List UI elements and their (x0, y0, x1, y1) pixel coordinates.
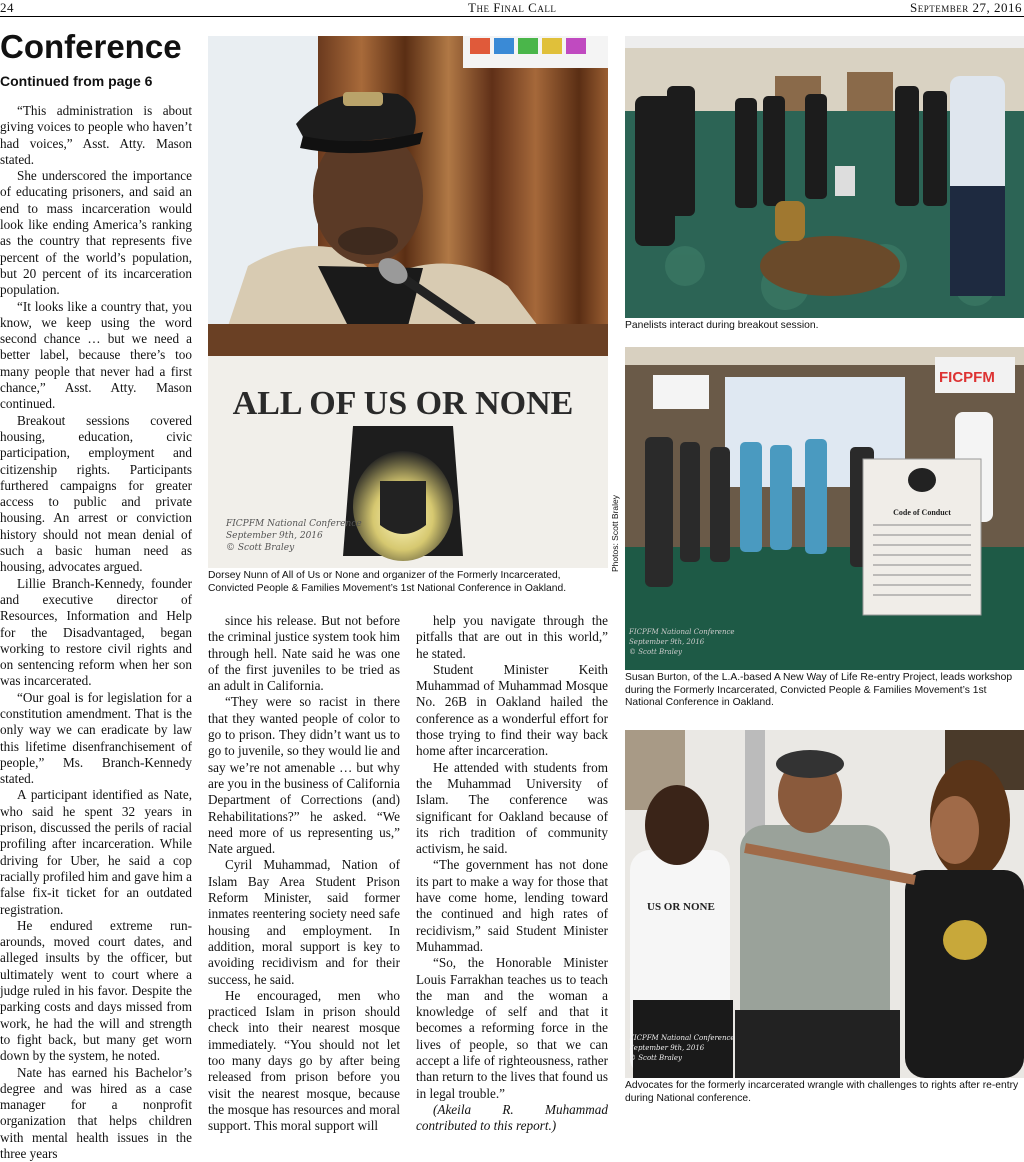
paragraph: “This administration is about giving voices to people who haven’t had voices,” Asst. Atty. Mason stated. (0, 103, 192, 167)
burton-watermark-line-3: © Scott Braley (629, 648, 683, 656)
burton-watermark-line-2: September 9th, 2016 (629, 638, 705, 646)
paragraph: Cyril Muhammad, Nation of Islam Bay Area Student Prison Reform Minister, said former inmates reentering society need safe housing and employment. In addition, moral support is key to avoiding recidivism and for their success, he said. (208, 857, 400, 987)
paragraph: A participant identified as Nate, who said he spent 32 years in prison, discussed the perils of racial profiling after incarceration. While driving for Uber, he said a cop racially profiled him and gave him a false fix-it ticket for an outdated registration. (0, 787, 192, 917)
header-rule (0, 16, 1024, 17)
paragraph: “Our goal is for legislation for a constitution amendment. That is the only way we can eradicate by law this lifetime disenfranchisement of people,” Ms. Branch-Kennedy stated. (0, 689, 192, 787)
caption-burton-workshop: Susan Burton, of the L.A.-based A New Way of Life Re-entry Project, leads workshop during the Formerly Incarcerated, Convicted People & Families Movement’s 1st National Conference in Oakland. (625, 672, 1013, 708)
caption-advocates: Advocates for the formerly incarcerated wrangle with challenges to rights after re-entry during National conference. (625, 1080, 1019, 1104)
paragraph: Nate has earned his Bachelor’s degree and was hired as a case manager for a nonprofit organization that helps children with mental health issues in the three years (0, 1064, 192, 1161)
article-column-3 (416, 613, 608, 1135)
issue-date: September 27, 2016 (910, 0, 1022, 15)
paragraph: help you navigate through the pitfalls that are out in this world,” he stated. (416, 613, 608, 661)
advocates-watermark-line-1: FICPFM National Conference (629, 1034, 735, 1042)
advocates-watermark-line-2: September 9th, 2016 (629, 1044, 705, 1052)
podium-slogan: ALL OF US OR NONE (232, 385, 574, 422)
caption-speaker: Dorsey Nunn of All of Us or None and organizer of the Formerly Incarcerated, Convicted People & Families Movement’s 1st National Conference in Oakland. (208, 570, 567, 594)
advocates-shirt-text: US OR NONE (647, 901, 715, 913)
page-number: 24 (0, 0, 14, 15)
paragraph: Student Minister Keith Muhammad of Muhammad Mosque No. 26B in Oakland hailed the conference as a wonderful effort for those trying to find their way back home after incarceration. (416, 661, 608, 759)
paragraph: She underscored the importance of educating prisoners, and said an end to mass incarceration would look like ending America’s ranking as the country that represents five percent of the world’s population, but 20 percent of its incarceration population. (0, 168, 192, 298)
paragraph: “They were so racist in there that they wanted people of color to go to prison. They didn’t want us to go to juvenile, so they would lie and say we’re not amenable … but why are you in the business of California Department of Corrections (and) Rehabilitations?” he asked. “We need more of us representing us,” Nate argued. (208, 694, 400, 857)
article-column-2 (208, 613, 400, 1135)
running-head (0, 0, 1024, 16)
paragraph: Breakout sessions covered housing, education, civic participation, employment and citizenship rights. Participants furthered campaigns for greater access to public and private housing. An arrest or conviction history should not mean denial of such a basic human need as housing, advocates argued. (0, 412, 192, 575)
speaker-watermark-line-3: © Scott Braley (226, 543, 295, 553)
photo-credit: Photos: Scott Braley (610, 494, 620, 572)
burton-watermark-line-1: FICPFM National Conference (629, 628, 735, 636)
paragraph: since his release. But not before the criminal justice system took him through hell. Nate said he was one of the first juveniles to be tried as an adult in California. (208, 613, 400, 694)
paragraph: He endured extreme run-arounds, moved court dates, and alleged insults by the officer, but ultimately went to court where a judge ruled in his favor. Despite the parking costs and days missed from work, he had the will and strength to fight back, but many get worn down by the system, he noted. (0, 917, 192, 1064)
contributor-credit: (Akeila R. Muhammad contributed to this report.) (416, 1101, 608, 1134)
publication-name: The Final Call (468, 0, 557, 15)
burton-banner: FICPFM (939, 369, 995, 386)
photo-advocates (625, 730, 1024, 1078)
paragraph: He attended with students from the Muhammad University of Islam. The conference was significant for Oakland because of its rich tradition of community activism, he said. (416, 759, 608, 857)
paragraph: He encouraged, men who practiced Islam in prison should check into their nearest mosque immediately. “You should not let too many days go by after being released from prison before you visit the nearest mosque, because the mosque has resources and moral support. This moral support will (208, 987, 400, 1134)
paragraph: “The government has not done its part to make a way for those that have come home, lending toward the continued and high rates of recidivism,” said Student Minister Muhammad. (416, 857, 608, 954)
photo-speaker (208, 36, 608, 568)
photo-burton-workshop (625, 347, 1024, 670)
advocates-watermark-line-3: © Scott Braley (629, 1054, 683, 1062)
speaker-watermark-line-1: FICPFM National Conference (226, 519, 362, 529)
caption-breakout: Panelists interact during breakout session. (625, 320, 819, 331)
paragraph: “It looks like a country that, you know, we keep using the word second chance … but we need a better label, because there’s too many people that never had a first chance,” Asst. Atty. Mason continued. (0, 298, 192, 412)
burton-sign-title: Code of Conduct (893, 508, 951, 517)
photo-breakout (625, 36, 1024, 318)
article-column-1 (0, 103, 192, 1162)
paragraph: “So, the Honorable Minister Louis Farrakhan teaches us to teach the man and the woman a knowledge of self and that it becomes a reforming force in the lives of people, so that we can accept a life of righteousness, rather than return to the lives that found us in legal trouble.” (416, 955, 608, 1101)
speaker-watermark-line-2: September 9th, 2016 (226, 531, 323, 541)
continued-line: Continued from page 6 (0, 73, 153, 89)
paragraph: Lillie Branch-Kennedy, founder and executive director of Resources, Information and Help for the Disadvantaged, began working to restore civil rights and on sentencing reform when her son was incarcerated. (0, 575, 192, 689)
headline: Conference (0, 28, 182, 65)
